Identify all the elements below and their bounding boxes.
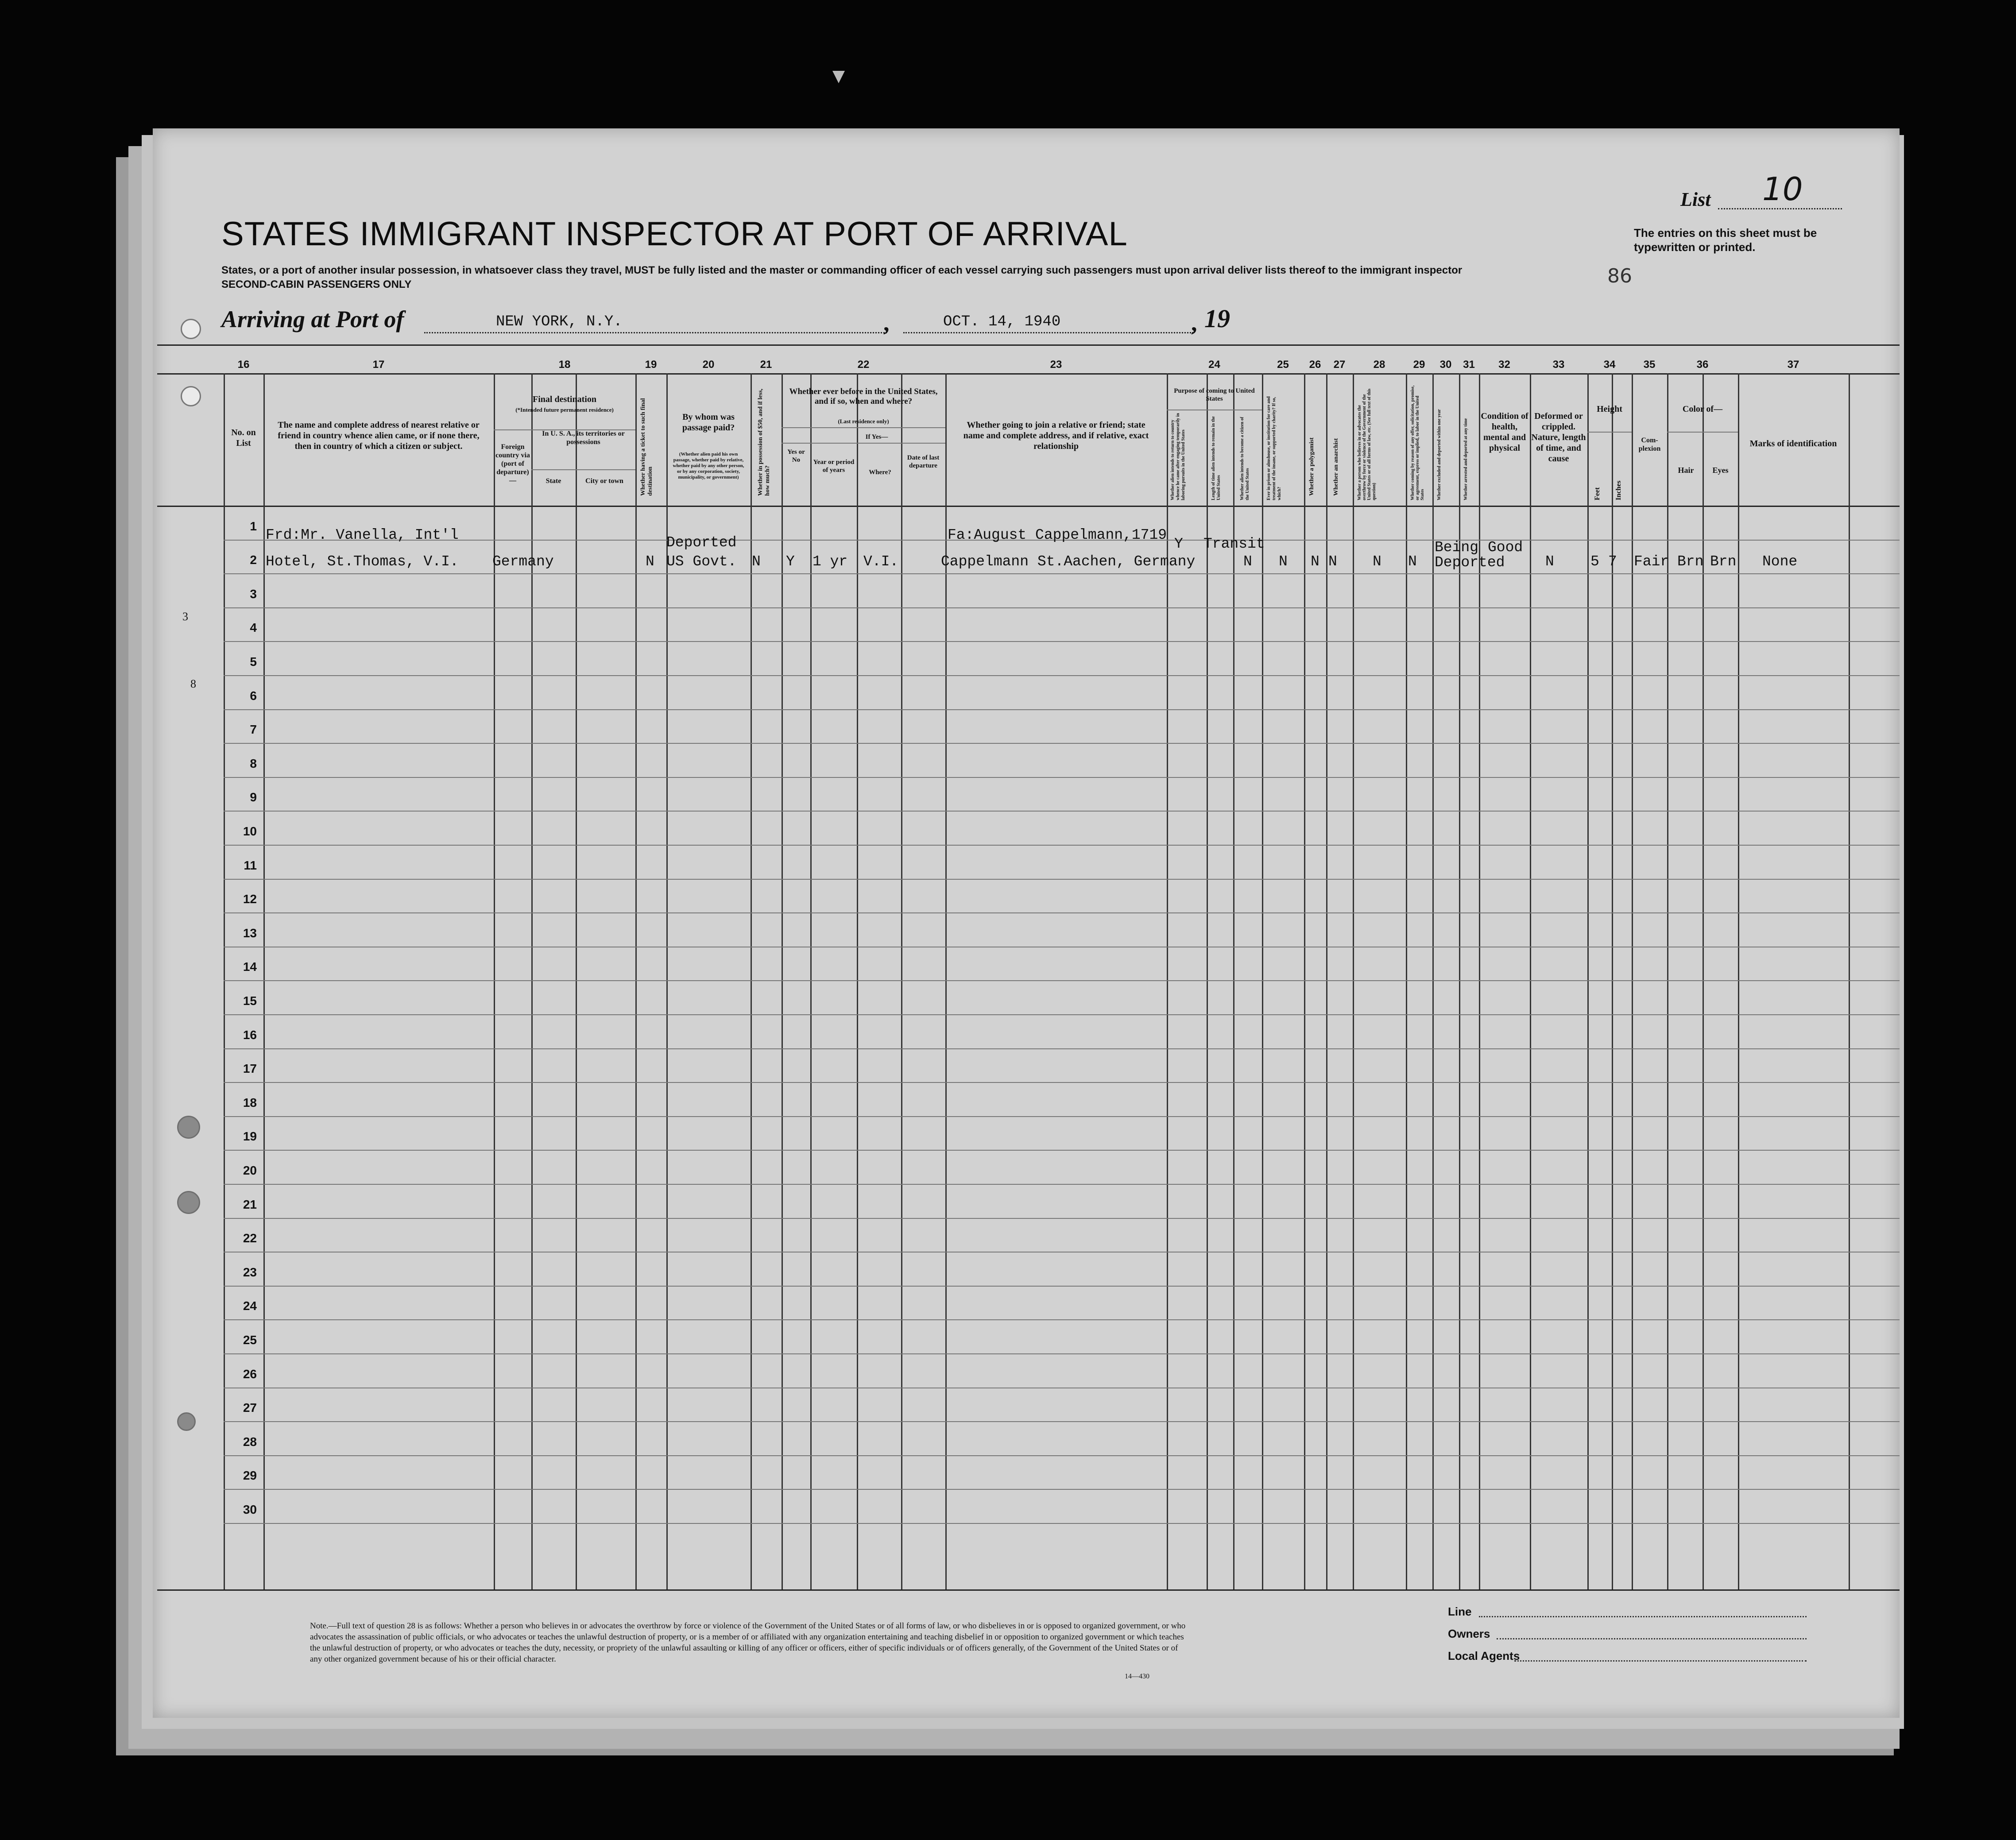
header-q28: Whether a person who believes in or advocates the overthrow by force or violence of the Government of the United States or of all forms of law, etc. (See full text of this question) <box>1357 388 1377 500</box>
header-year-period: Year or period of years <box>813 459 855 474</box>
header-last-residence: (Last residence only) <box>838 418 889 425</box>
column-number: 22 <box>857 359 870 371</box>
header-color-of: Color of— <box>1682 404 1723 414</box>
date-value: OCT. 14, 1940 <box>943 313 1061 330</box>
column-rule <box>1326 373 1327 1589</box>
row-rule <box>224 1489 1900 1490</box>
row-rule <box>224 1353 1900 1354</box>
row-rule <box>224 607 1900 608</box>
row-number: 28 <box>243 1435 257 1449</box>
year-label: 19 <box>1204 304 1230 333</box>
row-number: 14 <box>243 960 257 974</box>
header-condition-health: Condition of health, mental and physical <box>1481 411 1528 453</box>
header-date-departure: Date of last departure <box>907 454 940 469</box>
entry-health: Good <box>1488 539 1523 556</box>
row-number: 8 <box>250 757 257 770</box>
header-complexion: Com-plexion <box>1638 437 1661 452</box>
header-sub-rule <box>1667 432 1738 433</box>
row-number: 10 <box>243 824 257 838</box>
column-number: 29 <box>1413 359 1425 371</box>
column-rule <box>1262 373 1263 1589</box>
form-number: 14—430 <box>1125 1673 1149 1680</box>
column-rule <box>576 373 577 1589</box>
punch-hole <box>181 386 201 406</box>
column-number: 36 <box>1696 359 1709 371</box>
arriving-label: Arriving at Port of <box>221 306 404 332</box>
row-rule <box>224 709 1900 710</box>
header-purpose-length: Length of time alien intends to remain in the United States <box>1211 416 1221 500</box>
row-rule <box>224 1421 1900 1422</box>
header-foreign-country: Foreign country via (port of departure)— <box>495 443 530 484</box>
subtitle-line-2: SECOND-CABIN PASSENGERS ONLY <box>221 278 412 290</box>
header-sub-rule <box>531 469 635 470</box>
entry-passage-line1: Deported <box>666 534 737 551</box>
row-number: 4 <box>250 621 257 634</box>
column-number: 18 <box>558 359 571 371</box>
row-rule <box>224 641 1900 642</box>
column-rule <box>1304 373 1305 1589</box>
row-number: 21 <box>243 1198 257 1211</box>
header-by-whom-note: (Whether alien paid his own passage, whether paid by relative, whether paid by any other person, or by any corporation, society, municipality, or government) <box>673 452 744 480</box>
header-prison: Ever in prison or almshouse, or institution for care and treatment of the insane, or supported by charity? If so, which? <box>1266 396 1282 500</box>
list-line <box>1718 208 1842 209</box>
header-nearest-relative: The name and complete address of nearest relative or friend in country whence alien came, or if none there, then in country of which a citizen or subject. <box>278 420 480 451</box>
owners-label: Owners <box>1448 1627 1490 1640</box>
entry-hair: Brn <box>1677 553 1704 570</box>
row-rule <box>224 1150 1900 1151</box>
header-purpose: Purpose of coming to United States <box>1174 387 1255 402</box>
header-sub-rule <box>1587 432 1632 433</box>
entry-period: 1 yr <box>813 553 848 570</box>
line-label: Line <box>1448 1605 1472 1618</box>
row-number: 20 <box>243 1164 257 1177</box>
header-joining-relative: Whether going to join a relative or friend; state name and complete address, and if relative, exact relationship <box>963 420 1149 451</box>
column-number: 28 <box>1373 359 1385 371</box>
row-number: 6 <box>250 689 257 703</box>
column-rule <box>1353 373 1354 1589</box>
entry-passage-line2: US Govt. <box>666 553 737 570</box>
row-number: 19 <box>243 1129 257 1143</box>
header-in-usa: In U. S. A., its territories or possessions <box>542 430 625 446</box>
row-number: 18 <box>243 1096 257 1109</box>
header-q31: Whether arrested and deported at any time <box>1463 418 1468 500</box>
column-number: 16 <box>237 359 250 371</box>
header-ticket: Whether having a ticket to such final destination <box>640 398 654 496</box>
row-number: 30 <box>243 1503 257 1516</box>
row-rule <box>224 1184 1900 1185</box>
column-number: 34 <box>1603 359 1616 371</box>
row-number: 29 <box>243 1469 257 1482</box>
column-rule <box>1632 373 1633 1589</box>
column-number: 31 <box>1463 359 1475 371</box>
entry-q28: N <box>1373 553 1381 570</box>
row-number: 3 <box>250 587 257 601</box>
column-number: 33 <box>1552 359 1565 371</box>
owners-field <box>1497 1638 1807 1639</box>
column-rule <box>1530 373 1531 1589</box>
entry-join-line1: Fa:August Cappelmann,1719 <box>948 527 1167 543</box>
margin-note: 8 <box>190 677 196 690</box>
port-line <box>424 332 887 333</box>
row-number: 27 <box>243 1401 257 1415</box>
row-rule <box>224 1014 1900 1015</box>
scan-arrow-mark <box>832 71 845 83</box>
entries-note: The entries on this sheet must be typewritten or printed. <box>1634 226 1817 254</box>
punch-hole <box>177 1412 196 1431</box>
header-deformed: Deformed or crippled. Nature, length of time, and cause <box>1531 411 1586 464</box>
row-number: 2 <box>250 553 257 567</box>
line-field <box>1479 1616 1807 1617</box>
column-rule <box>1406 373 1407 1589</box>
header-final-destination-note: (*Intended future permanent residence) <box>515 406 614 413</box>
row-rule <box>224 743 1900 744</box>
row-rule <box>224 980 1900 981</box>
entry-purpose-citizen: N <box>1243 553 1252 570</box>
row-rule <box>224 1455 1900 1456</box>
row-rule <box>224 675 1900 676</box>
column-rule <box>857 373 858 1589</box>
header-by-whom: By whom was passage paid? <box>682 412 735 433</box>
row-rule <box>224 1048 1900 1049</box>
row-number: 1 <box>250 519 257 533</box>
entry-anarchist: N <box>1328 553 1337 570</box>
pencil-number: 86 <box>1607 265 1632 287</box>
agents-field <box>1514 1660 1807 1662</box>
row-number: 17 <box>243 1062 257 1075</box>
row-rule <box>224 1116 1900 1117</box>
row-rule <box>224 1218 1900 1219</box>
header-height: Height <box>1597 404 1622 414</box>
header-marks: Marks of identification <box>1749 439 1837 448</box>
list-number: 10 <box>1762 170 1803 208</box>
subtitle-line-1: States, or a port of another insular possession, in whatsoever class they travel, MUST be fully listed and the master or commanding officer of each vessel carrying such passengers must upon arrival deliver lists thereof to the immigrant inspector <box>221 264 1463 276</box>
column-rule <box>1587 373 1589 1589</box>
entry-where: V.I. <box>863 553 899 570</box>
row-rule <box>224 912 1900 913</box>
row-number: 26 <box>243 1367 257 1381</box>
column-rule <box>635 373 637 1589</box>
list-label: List <box>1680 189 1711 210</box>
date-line <box>903 332 1193 333</box>
column-rule <box>1432 373 1434 1589</box>
row-number: 12 <box>243 892 257 906</box>
entry-relative-line1: Frd:Mr. Vanella, Int'l <box>266 527 459 543</box>
entry-deported-line1: Being <box>1435 539 1479 556</box>
header-eyes: Eyes <box>1712 466 1729 475</box>
entry-join-line2: Cappelmann St.Aachen, Germany <box>941 553 1196 570</box>
header-feet: Feet <box>1594 487 1601 500</box>
column-number: 24 <box>1208 359 1220 371</box>
column-rule <box>1738 373 1739 1589</box>
column-number: 37 <box>1787 359 1799 371</box>
column-rule <box>1233 373 1234 1589</box>
row-number: 7 <box>250 723 257 736</box>
row-number: 11 <box>244 858 257 872</box>
entry-marks: None <box>1762 553 1798 570</box>
column-number: 32 <box>1498 359 1510 371</box>
entry-complexion: Fair <box>1634 553 1669 570</box>
column-number: 17 <box>372 359 385 371</box>
entry-purpose-return: Y <box>1174 536 1183 552</box>
table-bottom-rule <box>157 1589 1900 1591</box>
header-no-on-list: No. on List <box>231 428 256 448</box>
row-rule <box>224 573 1900 574</box>
punch-hole <box>181 319 201 339</box>
header-anarchist: Whether an anarchist <box>1333 438 1339 496</box>
form-subtitle <box>221 263 1462 292</box>
entry-deformed: N <box>1545 553 1554 570</box>
entry-purpose-length: Transit <box>1203 536 1265 552</box>
row-number: 15 <box>243 994 257 1008</box>
row-number: 13 <box>243 926 257 940</box>
column-rule <box>810 373 812 1589</box>
entry-foreign-country: Germany <box>492 553 554 570</box>
row-rule <box>224 1523 1900 1524</box>
header-purpose-return: Whether alien intends to return to country whence he came after engaging temporarily in laboring pursuits in the United States <box>1170 413 1186 500</box>
row-rule <box>224 777 1900 778</box>
header-final-destination: Final destination <box>533 394 596 404</box>
column-rule <box>1207 373 1208 1589</box>
header-if-yes: If Yes— <box>865 433 888 441</box>
column-number: 30 <box>1439 359 1452 371</box>
column-number: 21 <box>760 359 772 371</box>
entry-relative-line2: Hotel, St.Thomas, V.I. <box>266 553 459 570</box>
header-sub-rule <box>782 443 945 444</box>
header-purpose-citizen: Whether alien intends to become a citizen of the United States <box>1240 417 1250 500</box>
entry-polygamist: N <box>1311 553 1319 570</box>
row-number: 16 <box>243 1028 257 1042</box>
column-number-rule <box>157 373 1900 375</box>
header-q29: Whether coming by reason of any offer, solicitation, promise, or agreement, express or implied, to labor in the United States <box>1410 385 1425 500</box>
entry-deported-line2: Deported <box>1435 554 1505 571</box>
row-rule <box>224 1319 1900 1320</box>
column-rule <box>263 373 265 1589</box>
header-bottom-rule <box>157 506 1900 507</box>
column-number: 19 <box>645 359 657 371</box>
column-rule <box>901 373 902 1589</box>
entry-prison: N <box>1279 553 1288 570</box>
header-possession-50: Whether in possession of $50, and if less, how much? <box>757 388 771 496</box>
footer-note: Note.—Full text of question 28 is as follows: Whether a person who believes in or advocates the overthrow by force or violence of the Government of the United States or of all forms of law, or who disbelieves in or is opposed to organized government, or who advocates the assassination of public officials, or who advocates or teaches the unlawful destruction of property, or is a member of or affiliated with any organization entertaining and teaching disbelief in or opposition to organized government or which teaches the unlawful destruction of property, or who advocates or teaches the duty, necessity, or propriety of the unlawful assaulting or killing of any officer or officers, either of specific individuals or of officers generally, of the Government of the United States or of any other organized government because of his or their official character. <box>310 1621 1186 1664</box>
column-number: 35 <box>1643 359 1656 371</box>
comma: , <box>883 309 890 336</box>
row-number: 5 <box>250 655 257 669</box>
header-hair: Hair <box>1678 466 1694 475</box>
column-number: 27 <box>1333 359 1346 371</box>
entry-eyes: Brn <box>1710 553 1737 570</box>
header-yes-no: Yes or No <box>787 448 805 464</box>
column-rule <box>782 373 783 1589</box>
entry-feet: 5 <box>1590 553 1599 570</box>
row-number: 25 <box>243 1333 257 1347</box>
header-city: City or town <box>585 477 623 485</box>
row-number: 23 <box>243 1265 257 1279</box>
row-number: 24 <box>243 1299 257 1313</box>
row-number: 22 <box>243 1231 257 1245</box>
table-top-rule <box>157 344 1900 346</box>
entry-q29: N <box>1408 553 1417 570</box>
column-rule <box>1849 373 1850 1589</box>
punch-hole <box>177 1116 200 1139</box>
row-rule <box>224 879 1900 880</box>
agents-label: Local Agents <box>1448 1649 1520 1662</box>
port-value: NEW YORK, N.Y. <box>496 313 623 330</box>
entry-ticket: N <box>646 553 654 570</box>
entry-ever-before: Y <box>786 553 795 570</box>
row-rule <box>224 811 1900 812</box>
header-q30: Whether excluded and deported within one year <box>1437 409 1442 500</box>
row-rule <box>224 1286 1900 1287</box>
row-rule <box>224 1082 1900 1083</box>
header-ever-before: Whether ever before in the United States, and if so, when and where? <box>789 387 938 406</box>
row-rule <box>224 845 1900 846</box>
header-polygamist: Whether a polygamist <box>1308 437 1315 496</box>
column-number: 26 <box>1309 359 1321 371</box>
column-number: 23 <box>1050 359 1062 371</box>
entry-possession-50: N <box>752 553 761 570</box>
margin-note: 3 <box>182 610 188 623</box>
column-number: 25 <box>1277 359 1289 371</box>
comma: , <box>1191 309 1197 336</box>
column-number: 20 <box>702 359 715 371</box>
column-rule <box>224 373 225 1589</box>
header-sub-rule <box>782 427 945 428</box>
punch-hole <box>177 1191 200 1214</box>
row-number: 9 <box>250 790 257 804</box>
header-where: Where? <box>869 469 891 476</box>
entry-inches: 7 <box>1608 553 1617 570</box>
header-state: State <box>546 477 561 485</box>
form-title: STATES IMMIGRANT INSPECTOR AT PORT OF ARRIVAL <box>221 215 1128 253</box>
header-inches: Inches <box>1615 480 1622 500</box>
